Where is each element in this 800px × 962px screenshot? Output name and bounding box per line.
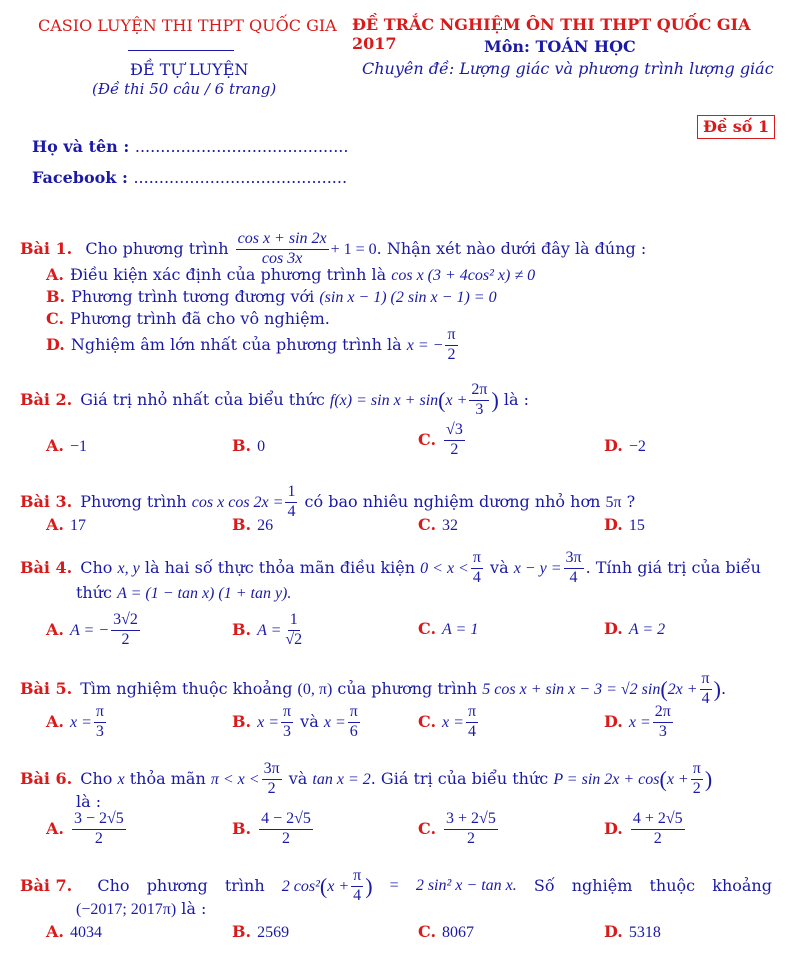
fraction [444, 422, 465, 459]
exam-title: ĐỀ TRẮC NGHIỆM ÔN THI THPT QUỐC GIA 2017 [352, 15, 751, 53]
frac-num: 3 + 2√5 [444, 811, 498, 830]
fraction [469, 382, 489, 419]
frac-num: π [691, 761, 703, 780]
frac-den: 2 [282, 829, 290, 847]
option-label: C. [418, 515, 437, 534]
option-math: x = [442, 713, 464, 731]
facebook-row [32, 168, 347, 187]
option-label: D. [604, 436, 623, 455]
option-d[interactable] [604, 436, 646, 456]
exam-note: (Đề thi 50 câu / 6 trang) [92, 80, 277, 98]
question-4-line-2 [76, 582, 291, 605]
frac-num: 4 + 2√5 [631, 811, 685, 830]
question-7-line-2 [76, 898, 206, 921]
frac-den: 2 [692, 779, 701, 797]
frac-num: π [700, 671, 712, 690]
q-math: x [117, 770, 125, 788]
frac-den: √2 [285, 630, 303, 648]
frac-den: 3 [475, 400, 484, 418]
option-math: x = − [406, 336, 444, 354]
frac-num: 1 [288, 612, 300, 631]
option-math: x = [323, 713, 346, 731]
frac-num: cos x + sin 2x [236, 231, 329, 250]
name-blank: .......................................... [134, 137, 349, 156]
q-text: ? [626, 491, 636, 511]
option-label: B. [232, 436, 252, 455]
option-math: (sin x − 1) (2 sin x − 1) = 0 [319, 289, 497, 306]
q-math: x + [327, 877, 350, 895]
frac-den: 4 [467, 722, 476, 740]
q-text: Cho phương trình [85, 238, 229, 258]
paren-open: ( [660, 676, 668, 702]
q-text: . Giá trị của biểu thức [370, 768, 549, 788]
option-b[interactable] [232, 811, 315, 848]
q-text: nghiệm [571, 876, 633, 896]
q-math: x, y [117, 559, 140, 577]
frac-den: 2 [94, 829, 103, 847]
fraction [111, 612, 140, 649]
option-math: −1 [69, 438, 88, 455]
q-math: 5 cos x + sin x − 3 = √2 sin [482, 680, 661, 698]
option-label: D. [604, 515, 623, 534]
option-label: D. [604, 818, 623, 838]
frac-den: 2 [267, 779, 276, 797]
option-a[interactable] [46, 612, 142, 649]
option-text: Điều kiện xác định của phương trình là [69, 265, 387, 284]
question-label: Bài 6. [20, 768, 73, 788]
q-math: x − y = [513, 559, 562, 577]
fraction [700, 671, 712, 708]
fraction [262, 761, 282, 798]
option-label: A. [46, 515, 64, 534]
option-c[interactable] [46, 309, 330, 328]
option-label: B. [232, 922, 252, 941]
q-math: 5π [605, 493, 622, 511]
option-math: 32 [442, 517, 459, 534]
paren-open: ( [438, 387, 446, 413]
frac-num: 4 − 2√5 [259, 811, 313, 830]
option-a[interactable] [46, 265, 535, 285]
q-text: thuộc [649, 876, 696, 896]
q-math: f(x) = sin x + sin [329, 391, 439, 409]
option-math: 4034 [69, 924, 102, 941]
frac-num: 3√2 [111, 612, 140, 631]
question-6-line-2: là : [76, 792, 102, 811]
frac-den: 4 [472, 568, 481, 586]
option-math: −2 [628, 438, 646, 455]
paren-open: ( [319, 873, 328, 899]
q-text: thỏa mãn [129, 768, 206, 788]
option-label: B. [232, 711, 252, 731]
option-math: 8067 [442, 924, 475, 941]
q-text: Cho [80, 768, 113, 788]
option-b[interactable] [232, 436, 265, 456]
exam-subject: Môn: TOÁN HỌC [484, 37, 636, 56]
q-math: cos x cos 2x = [191, 493, 284, 511]
name-row [32, 137, 348, 156]
q-math: = [389, 877, 399, 895]
header-divider [128, 50, 234, 51]
option-math: 26 [257, 517, 274, 534]
fraction [348, 704, 360, 741]
frac-num: π [348, 704, 360, 723]
option-c[interactable] [418, 515, 458, 535]
option-label: B. [232, 619, 252, 639]
frac-den: 2 [466, 829, 475, 847]
fraction [351, 868, 363, 905]
option-c[interactable] [418, 704, 480, 741]
q-text: . Nhận xét nào dưới đây là đúng : [376, 238, 647, 258]
frac-num: 3π [564, 550, 584, 569]
option-math: 17 [69, 517, 86, 534]
frac-den: 6 [349, 722, 358, 740]
q-text: Số [533, 876, 555, 896]
question-2 [20, 382, 529, 419]
frac-den: 3 [658, 722, 667, 740]
frac-num: π [466, 704, 478, 723]
fraction [72, 811, 126, 848]
option-label: D. [46, 334, 65, 354]
paren-open: ( [659, 766, 667, 792]
q-math: (0, π) [297, 680, 333, 698]
q-math: x + [445, 391, 468, 409]
option-label: D. [604, 619, 623, 638]
option-d[interactable] [604, 922, 661, 942]
option-label: A. [46, 922, 64, 941]
exam-type: ĐỀ TỰ LUYỆN [130, 60, 249, 79]
option-label: B. [46, 287, 66, 306]
option-b[interactable] [46, 287, 497, 307]
q-math: x + [666, 770, 689, 788]
option-label: C. [418, 922, 437, 941]
q-text: Tìm nghiệm thuộc khoảng [80, 678, 293, 698]
frac-den: 4 [287, 502, 296, 520]
option-math: 0 [257, 438, 266, 455]
option-math: 2569 [257, 924, 290, 941]
q-text: trình [224, 876, 265, 896]
q-math: P = sin 2x + cos [553, 770, 660, 788]
question-1 [20, 231, 646, 268]
school-title: CASIO LUYỆN THI THPT QUỐC GIA [38, 16, 337, 35]
question-3 [20, 484, 635, 521]
frac-num: π [94, 704, 106, 723]
q-text: là : [181, 899, 207, 918]
frac-den: 4 [701, 689, 710, 707]
paren-close: ) [704, 766, 713, 792]
fraction [259, 811, 313, 848]
exam-number-box: Đề số 1 [697, 115, 775, 139]
option-label: A. [46, 436, 64, 455]
option-text: Nghiệm âm lớn nhất của phương trình là [70, 334, 402, 354]
frac-num: 3π [262, 761, 282, 780]
option-math: 15 [628, 517, 645, 534]
option-text: Phương trình đã cho vô nghiệm. [70, 309, 330, 328]
option-d[interactable] [604, 515, 645, 535]
option-label: D. [604, 922, 623, 941]
paren-close: ) [713, 676, 721, 702]
option-a[interactable] [46, 704, 108, 741]
fraction [653, 704, 673, 741]
q-text: thức [76, 583, 112, 602]
frac-den: cos 3x [261, 249, 303, 267]
q-text: Cho [97, 876, 130, 896]
option-label: A. [46, 619, 64, 639]
option-label: A. [46, 818, 64, 838]
frac-den: 3 [95, 722, 104, 740]
option-b[interactable] [232, 704, 362, 741]
fraction [236, 231, 329, 268]
fraction [94, 704, 106, 741]
option-label: B. [232, 818, 252, 838]
fraction [631, 811, 685, 848]
fraction [285, 484, 297, 521]
option-c[interactable] [418, 619, 478, 639]
q-math: π < x < [210, 770, 260, 788]
fraction [471, 550, 483, 587]
frac-num: 1 [285, 484, 297, 503]
question-6 [20, 761, 712, 798]
q-math: A = (1 − tan x) (1 + tan y). [117, 585, 292, 602]
q-text: của phương trình [337, 678, 478, 698]
q-math: (−2017; 2017π) [76, 901, 177, 918]
fraction [466, 704, 478, 741]
q-text: có bao nhiêu nghiệm dương nhỏ hơn [304, 491, 601, 511]
q-text: Phương trình [80, 491, 187, 511]
option-c[interactable] [418, 422, 467, 459]
question-label: Bài 7. [20, 876, 73, 896]
question-label: Bài 2. [20, 389, 73, 409]
q-text: và [288, 768, 308, 788]
q-text: là hai số thực thỏa mãn điều kiện [144, 557, 416, 577]
q-text: phương [146, 876, 208, 896]
option-b[interactable] [232, 612, 306, 649]
q-text: khoảng [712, 876, 772, 896]
frac-num: π [445, 327, 457, 346]
q-text: Cho [80, 557, 113, 577]
q-math: 2 sin² x − tan x. [415, 877, 517, 895]
option-math: A = 1 [442, 621, 479, 638]
option-a[interactable] [46, 436, 87, 456]
option-c[interactable] [418, 922, 474, 942]
paren-close: ) [491, 387, 499, 413]
option-a[interactable] [46, 922, 102, 942]
option-text: và [300, 711, 319, 731]
q-math: 2x + [667, 680, 698, 698]
q-text: . [720, 678, 727, 698]
facebook-label: Facebook : [32, 168, 128, 187]
option-label: C. [46, 309, 65, 328]
fraction [691, 761, 703, 798]
q-math: 2 cos² [281, 877, 320, 895]
frac-num: π [471, 550, 483, 569]
q-math: tan x = 2 [312, 770, 371, 788]
option-label: C. [418, 818, 437, 838]
paren-close: ) [365, 873, 373, 899]
option-math: cos x (3 + 4cos² x) ≠ 0 [391, 267, 536, 284]
q-text: là : [503, 389, 530, 409]
q-math: 0 < x < [420, 559, 469, 577]
option-b[interactable] [232, 922, 289, 942]
option-d[interactable] [604, 704, 675, 741]
frac-den: 2 [121, 630, 130, 648]
option-label: A. [46, 711, 64, 731]
frac-num: √3 [444, 422, 465, 441]
fraction [445, 327, 457, 364]
option-d[interactable] [46, 327, 460, 364]
option-math: x = [257, 713, 279, 731]
fraction [281, 704, 293, 741]
question-label: Bài 5. [20, 678, 73, 698]
question-5 [20, 671, 726, 708]
option-label: A. [46, 265, 64, 284]
option-text: Phương trình tương đương với [71, 287, 315, 306]
option-label: C. [418, 711, 437, 731]
frac-num: 2π [653, 704, 673, 723]
frac-den: 4 [353, 886, 362, 904]
option-label: C. [418, 429, 437, 449]
frac-den: 2 [450, 440, 459, 458]
frac-den: 2 [653, 829, 662, 847]
fraction [283, 612, 304, 649]
frac-num: 3 − 2√5 [72, 811, 126, 830]
option-math: A = [257, 621, 282, 639]
frac-den: 3 [283, 722, 292, 740]
option-a[interactable] [46, 811, 128, 848]
question-label: Bài 1. [20, 238, 73, 258]
option-label: D. [604, 711, 623, 731]
facebook-blank: .......................................... [133, 168, 348, 187]
frac-num: 2π [469, 382, 489, 401]
option-math: A = − [69, 621, 110, 639]
option-label: B. [232, 515, 252, 534]
q-text: và [490, 557, 509, 577]
frac-num: π [351, 868, 363, 887]
option-a[interactable] [46, 515, 86, 535]
name-label: Họ và tên : [32, 137, 130, 156]
q-text: . Tính giá trị của biểu [585, 557, 761, 577]
q-text: Giá trị nhỏ nhất của biểu thức [80, 389, 325, 409]
option-d[interactable] [604, 619, 665, 639]
option-math: A = 2 [628, 621, 666, 638]
option-math: 5318 [628, 924, 661, 941]
frac-den: 2 [447, 345, 456, 363]
option-b[interactable] [232, 515, 273, 535]
option-label: C. [418, 619, 437, 638]
fraction [444, 811, 498, 848]
option-math: x = [69, 713, 92, 731]
option-c[interactable] [418, 811, 500, 848]
q-math: + 1 = 0 [330, 240, 377, 258]
exam-topic: Chuyên đề: Lượng giác và phương trình lượng giác [362, 59, 774, 78]
frac-den: 4 [569, 568, 578, 586]
frac-num: π [281, 704, 293, 723]
option-d[interactable] [604, 811, 687, 848]
question-label: Bài 3. [20, 491, 73, 511]
question-label: Bài 4. [20, 557, 73, 577]
option-math: x = [628, 713, 651, 731]
fraction [564, 550, 584, 587]
